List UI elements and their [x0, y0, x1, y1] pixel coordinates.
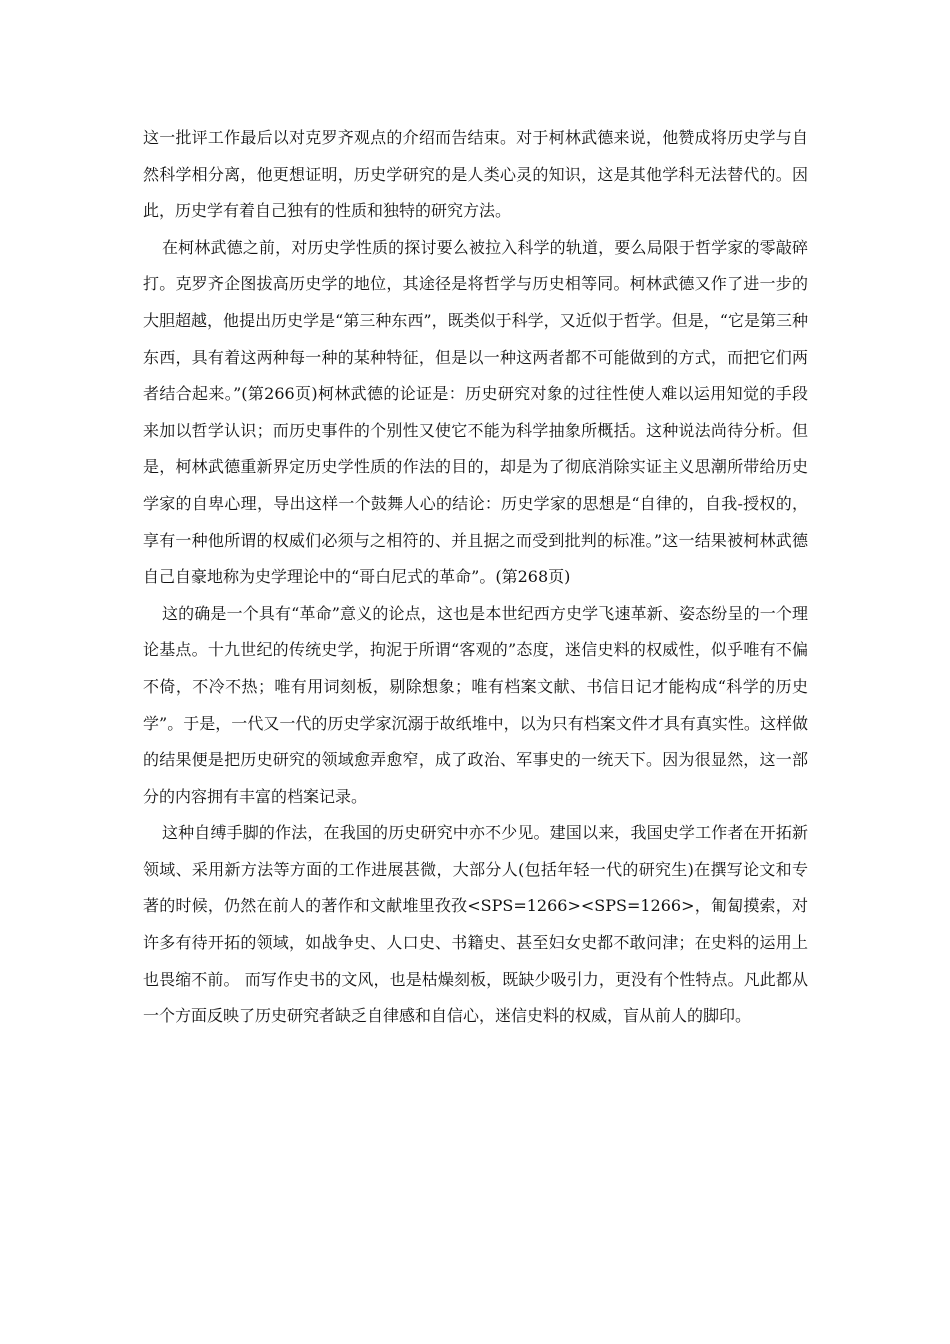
document-body — [143, 120, 808, 1035]
paragraph-4: 这种自缚手脚的作法，在我国的历史研究中亦不少见。建国以来，我国史学工作者在开拓新领域、采用新方法等方面的工作进展甚微，大部分人(包括年轻一代的研究生)在撰写论文和专著的时候，仍然在前人的著作和文献堆里孜孜<SPS=1266><SPS=1266>，匍匐摸索，对许多有待开拓的领域，如战争史、人口史、书籍史、甚至妇女史都不敢问津；在史料的运用上也畏缩不前。 而写作史书的文风，也是枯燥刻板，既缺少吸引力，更没有个性特点。凡此都从一个方面反映了历史研究者缺乏自律感和自信心，迷信史料的权威，盲从前人的脚印。 — [143, 823, 808, 1026]
paragraph-2: 在柯林武德之前，对历史学性质的探讨要么被拉入科学的轨道，要么局限于哲学家的零敲碎打。克罗齐企图拔高历史学的地位，其途径是将哲学与历史相等同。柯林武德又作了进一步的大胆超越，他提出历史学是“第三种东西”，既类似于科学，又近似于哲学。但是，“它是第三种东西，具有着这两种每一种的某种特征，但是以一种这两者都不可能做到的方式，而把它们两者结合起来。”(第266页)柯林武德的论证是：历史研究对象的过往性使人难以运用知觉的手段来加以哲学认识；而历史事件的个别性又使它不能为科学抽象所概括。这种说法尚待分析。但是，柯林武德重新界定历史学性质的作法的目的，却是为了彻底消除实证主义思潮所带给历史学家的自卑心理，导出这样一个鼓舞人心的结论：历史学家的思想是“自律的，自我-授权的，享有一种他所谓的权威们必须与之相符的、并且据之而受到批判的标准。”这一结果被柯林武德自己自豪地称为史学理论中的“哥白尼式的革命”。(第268页) — [143, 237, 808, 587]
paragraph-3: 这的确是一个具有“革命”意义的论点，这也是本世纪西方史学飞速革新、姿态纷呈的一个理论基点。十九世纪的传统史学，拘泥于所谓“客观的”态度，迷信史料的权威性，似乎唯有不偏不倚，不冷不热；唯有用词刻板，剔除想象；唯有档案文献、书信日记才能构成“科学的历史学”。于是，一代又一代的历史学家沉溺于故纸堆中，以为只有档案文件才具有真实性。这样做的结果便是把历史研究的领域愈弄愈窄，成了政治、军事史的一统天下。因为很显然，这一部分的内容拥有丰富的档案记录。 — [143, 603, 808, 806]
paragraph-1: 这一批评工作最后以对克罗齐观点的介绍而告结束。对于柯林武德来说，他赞成将历史学与自然科学相分离，他更想证明，历史学研究的是人类心灵的知识，这是其他学科无法替代的。因此，历史学有着自己独有的性质和独特的研究方法。 — [143, 128, 808, 221]
